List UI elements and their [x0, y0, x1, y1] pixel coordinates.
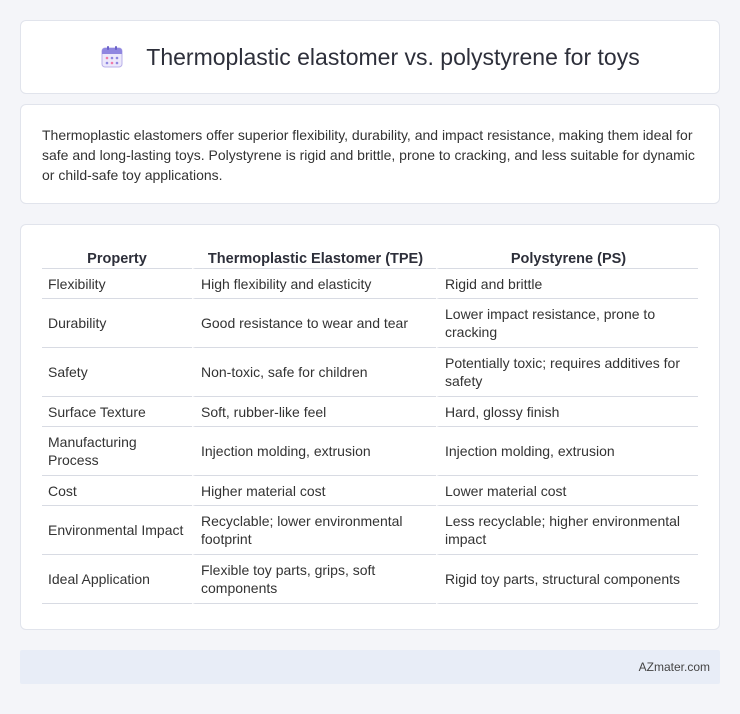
cell-tpe: Higher material cost	[192, 476, 436, 506]
footer-brand[interactable]: AZmater.com	[638, 660, 710, 674]
cell-tpe: Flexible toy parts, grips, soft components	[192, 555, 436, 604]
cell-ps: Hard, glossy finish	[436, 397, 698, 427]
cell-ps: Potentially toxic; requires additives for safety	[436, 348, 698, 397]
header-ps: Polystyrene (PS)	[436, 245, 698, 269]
cell-property: Flexibility	[42, 269, 192, 299]
cell-property: Environmental Impact	[42, 506, 192, 555]
cell-property: Safety	[42, 348, 192, 397]
table-row	[42, 299, 698, 348]
cell-ps: Injection molding, extrusion	[436, 427, 698, 476]
cell-ps: Less recyclable; higher environmental impact	[436, 506, 698, 555]
calendar-icon	[100, 45, 124, 69]
table-row	[42, 348, 698, 397]
table-row	[42, 506, 698, 555]
table-header-row	[42, 245, 698, 269]
table-row	[42, 476, 698, 506]
table-row	[42, 397, 698, 427]
header-property: Property	[42, 245, 192, 269]
cell-ps: Rigid toy parts, structural components	[436, 555, 698, 604]
comparison-table-card	[20, 224, 720, 630]
page-title: Thermoplastic elastomer vs. polystyrene for toys	[146, 43, 640, 70]
title-card	[20, 20, 720, 94]
cell-ps: Lower material cost	[436, 476, 698, 506]
intro-text: Thermoplastic elastomers offer superior flexibility, durability, and impact resistance, making them ideal for safe and long-lasting toys. Polystyrene is rigid and brittle, prone to cracking, and less suitable for dynamic or child-safe toy applications.	[42, 127, 695, 183]
cell-tpe: Non-toxic, safe for children	[192, 348, 436, 397]
table-row	[42, 427, 698, 476]
cell-property: Surface Texture	[42, 397, 192, 427]
cell-property: Ideal Application	[42, 555, 192, 604]
table-row	[42, 555, 698, 604]
cell-tpe: Good resistance to wear and tear	[192, 299, 436, 348]
cell-tpe: Injection molding, extrusion	[192, 427, 436, 476]
comparison-table	[42, 245, 698, 604]
cell-tpe: Soft, rubber-like feel	[192, 397, 436, 427]
cell-tpe: High flexibility and elasticity	[192, 269, 436, 299]
cell-property: Durability	[42, 299, 192, 348]
cell-property: Cost	[42, 476, 192, 506]
intro-card	[20, 104, 720, 204]
cell-property: Manufacturing Process	[42, 427, 192, 476]
footer	[20, 650, 720, 684]
cell-tpe: Recyclable; lower environmental footprint	[192, 506, 436, 555]
table-row	[42, 269, 698, 299]
cell-ps: Rigid and brittle	[436, 269, 698, 299]
cell-ps: Lower impact resistance, prone to cracking	[436, 299, 698, 348]
header-tpe: Thermoplastic Elastomer (TPE)	[192, 245, 436, 269]
